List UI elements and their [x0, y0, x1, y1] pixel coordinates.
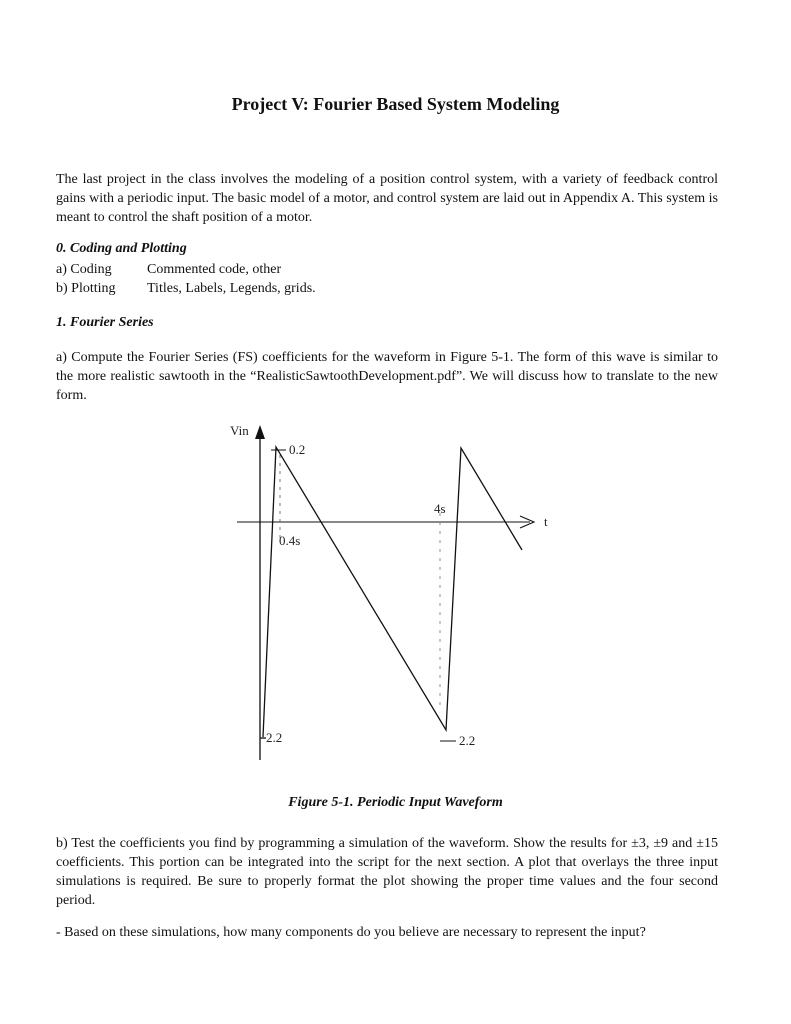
part-b-paragraph: b) Test the coefficients you find by programming a simulation of the waveform. Show the results for ±3, ±9 and ±15 coefficients. This portion can be integrated into the script for the next section. A plot that overlays the three input simulations is required. Be sure to properly format the plot showing the proper time values and the four second period.	[56, 836, 718, 908]
page-title: Project V: Fourier Based System Modeling	[231, 94, 560, 114]
y-axis-arrow	[255, 425, 265, 439]
item-label: a) Coding	[56, 262, 112, 277]
intro-paragraph: The last project in the class involves the modeling of a position control system, with a variety of feedback control gains with a periodic input. The basic model of a motor, and control system are laid out in Appendix A. This system is meant to control the shaft position of a motor.	[56, 172, 718, 225]
figure-caption: Figure 5-1. Periodic Input Waveform	[288, 795, 503, 810]
waveform-figure	[0, 415, 791, 795]
y-axis-label: Vin	[230, 423, 249, 438]
peak-label: 0.2	[289, 442, 306, 457]
section-1-heading: 1. Fourier Series	[56, 315, 154, 330]
section-0-item-plotting	[56, 279, 316, 298]
rise-label: 0.4s	[279, 533, 301, 548]
x-axis-label: t	[544, 514, 548, 529]
section-0-item-coding	[56, 260, 281, 279]
question-paragraph: - Based on these simulations, how many components do you believe are necessary to represent the input?	[56, 925, 646, 940]
min-label-right: 2.2	[459, 733, 476, 748]
period-label: 4s	[434, 501, 446, 516]
item-text: Commented code, other	[147, 262, 282, 277]
item-label: b) Plotting	[56, 281, 116, 296]
section-0-heading: 0. Coding and Plotting	[56, 241, 187, 256]
item-text: Titles, Labels, Legends, grids.	[147, 281, 316, 296]
waveform-line	[263, 447, 522, 737]
part-a-paragraph: a) Compute the Fourier Series (FS) coefficients for the waveform in Figure 5-1. The form of this wave is similar to the more realistic sawtooth in the “RealisticSawtoothDevelopment.pdf”. We will discuss how to translate to the new form.	[56, 350, 718, 403]
min-label-left: 2.2	[266, 730, 283, 745]
